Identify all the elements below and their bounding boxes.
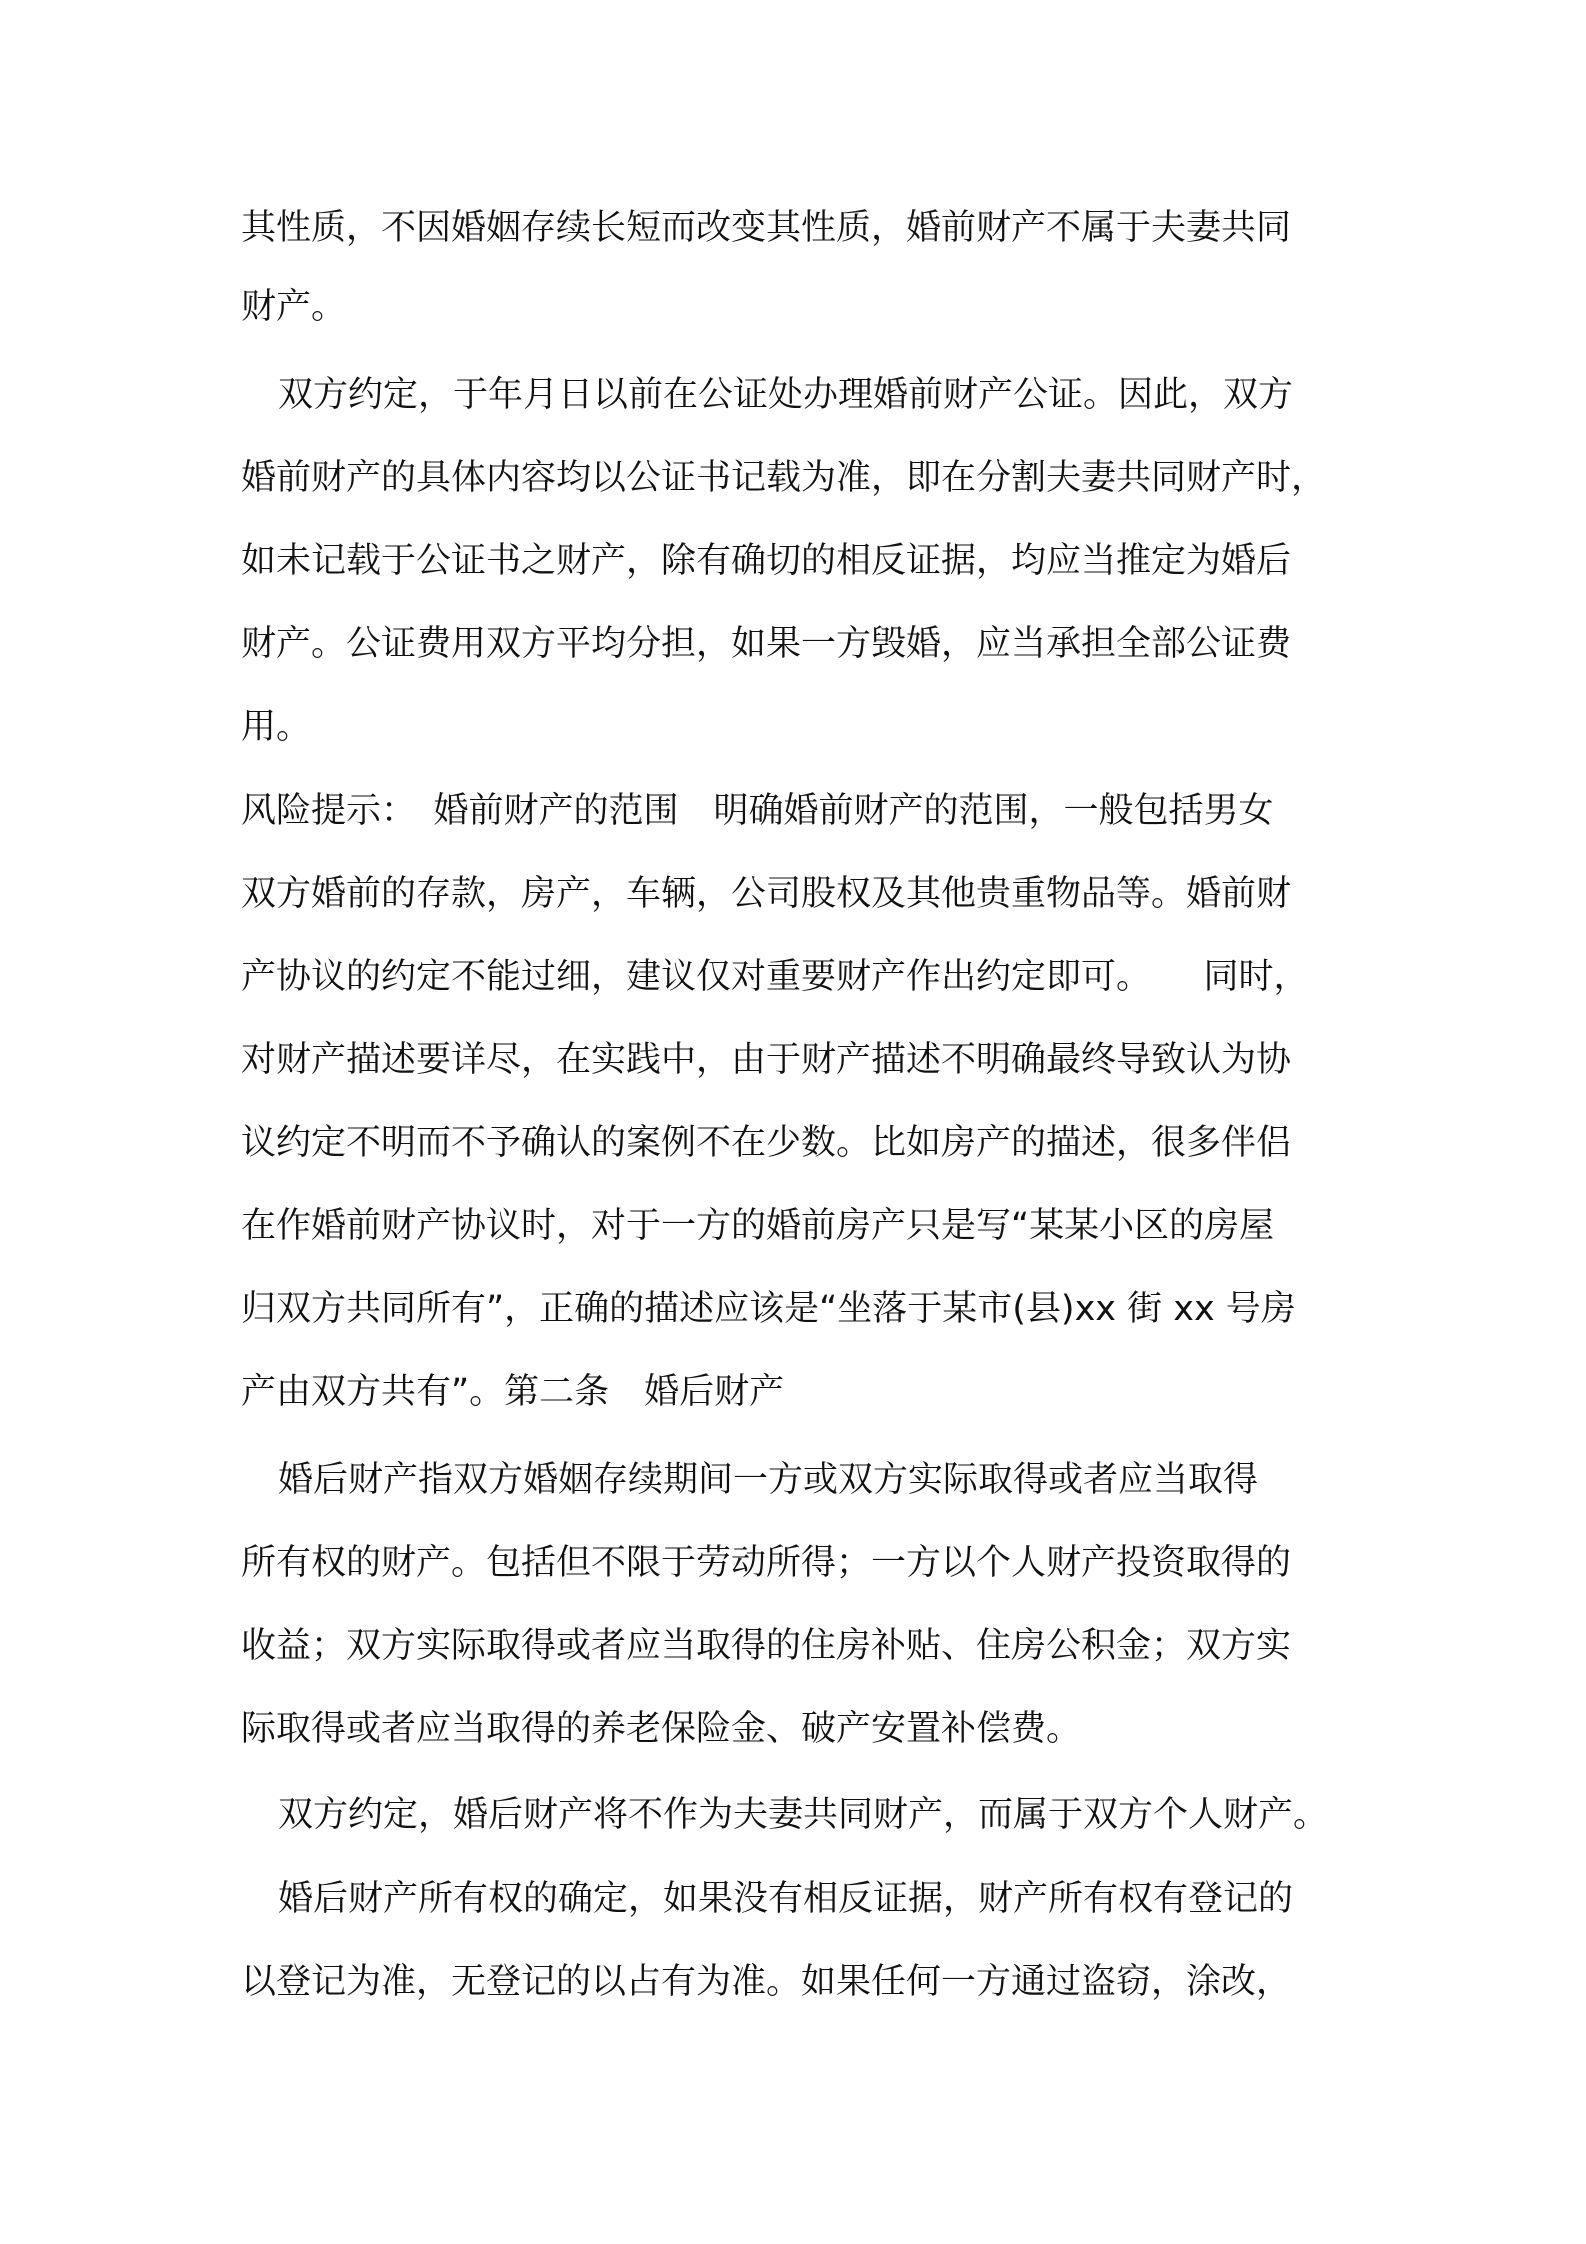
text-line: 议约定不明而不予确认的案例不在少数。比如房产的描述，很多伴侣 [241, 1123, 1292, 1163]
text-line: 其性质，不因婚姻存续长短而改变其性质，婚前财产不属于夫妻共同 [241, 208, 1292, 248]
text-line: 如未记载于公证书之财产，除有确切的相反证据，均应当推定为婚后 [241, 541, 1292, 581]
text-line: 以登记为准，无登记的以占有为准。如果任何一方通过盗窃，涂改， [241, 1962, 1292, 2002]
text-line: 婚后财产所有权的确定，如果没有相反证据，财产所有权有登记的 [278, 1879, 1294, 1919]
text-line: 双方约定，于年月日以前在公证处办理婚前财产公证。因此，双方 [278, 375, 1294, 415]
text-line: 用。 [241, 707, 312, 747]
text-line: 在作婚前财产协议时，对于一方的婚前房产只是写“某某小区的房屋 [241, 1206, 1275, 1246]
text-line: 产由双方共有”。第二条 婚后财产 [241, 1372, 785, 1412]
text-line: 收益；双方实际取得或者应当取得的住房补贴、住房公积金；双方实 [241, 1626, 1292, 1666]
text-line: 产协议的约定不能过细，建议仅对重要财产作出约定即可。 同时， [241, 957, 1309, 997]
text-line: 婚后财产指双方婚姻存续期间一方或双方实际取得或者应当取得 [278, 1460, 1259, 1500]
text-line: 双方约定，婚后财产将不作为夫妻共同财产，而属于双方个人财产。 [278, 1795, 1329, 1835]
text-line: 财产。 [241, 287, 347, 327]
text-line: 婚前财产的具体内容均以公证书记载为准，即在分割夫妻共同财产时， [241, 458, 1327, 498]
text-line: 归双方共同所有”，正确的描述应该是“坐落于某市(县)xx 街 xx 号房 [241, 1289, 1296, 1329]
text-line: 对财产描述要详尽，在实践中，由于财产描述不明确最终导致认为协 [241, 1040, 1292, 1080]
text-line: 财产。公证费用双方平均分担，如果一方毁婚，应当承担全部公证费 [241, 624, 1292, 664]
text-line: 双方婚前的存款，房产，车辆，公司股权及其他贵重物品等。婚前财 [241, 874, 1292, 914]
text-line: 风险提示： 婚前财产的范围 明确婚前财产的范围，一般包括男女 [241, 791, 1274, 831]
text-line: 际取得或者应当取得的养老保险金、破产安置补偿费。 [241, 1709, 1082, 1749]
text-line: 所有权的财产。包括但不限于劳动所得；一方以个人财产投资取得的 [241, 1543, 1292, 1583]
